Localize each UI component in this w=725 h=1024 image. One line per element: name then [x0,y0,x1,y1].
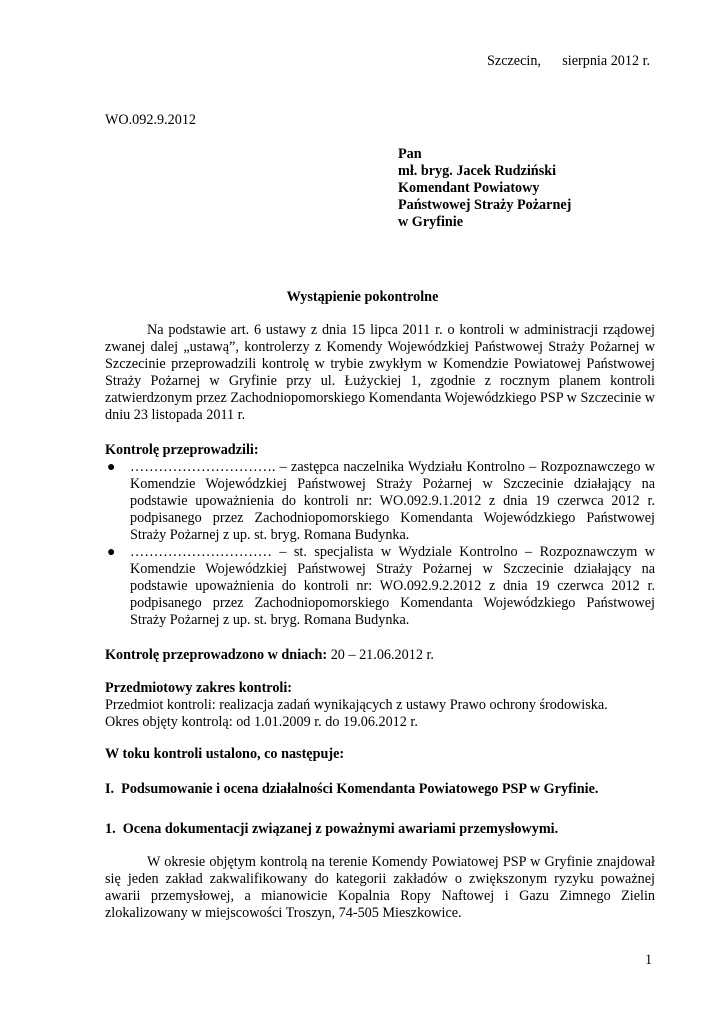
inspectors-list [105,459,655,629]
inspector-item [105,459,655,544]
document-date: Szczecin, sierpnia 2012 r. [487,53,651,69]
scope-period: Okres objęty kontrolą: od 1.01.2009 r. do 19.06.2012 r. [105,714,418,730]
bullet-icon: ● [107,545,116,560]
inspection-dates [105,647,655,664]
section-heading: I. Podsumowanie i ocena działalności Komendanta Powiatowego PSP w Gryfinie. [105,781,599,797]
reference-number: WO.092.9.2012 [105,112,197,128]
page-number: 1 [645,952,653,968]
addressee-line: Komendant Powiatowy [398,180,540,196]
addressee-line: w Gryfinie [398,214,464,230]
addressee-line: Pan [398,146,422,162]
inspector-text: …………………………. – zastępca naczelnika Wydziału Kontrolno – Rozpoznawczego w Komendzie Wojewódzkiej Państwowej Straży Pożarnej w Szczecinie działający na podstawie upoważnienia do kontroli nr: WO.092.9.1.2012 z dnia 19 czerwca 2012 r. podpisanego przez Zachodniopomorskiego Komendanta Wojewódzkiego Państwowej Straży Pożarnej z up. st. bryg. Romana Budynka. [130,459,655,543]
inspector-item [105,544,655,629]
addressee-block [398,146,571,231]
inspectors-heading: Kontrolę przeprowadzili: [105,442,259,458]
intro-paragraph: Na podstawie art. 6 ustawy z dnia 15 lipca 2011 r. o kontroli w administracji rządowej zwanej dalej „ustawą”, kontrolerzy z Komendy Wojewódzkiej Państwowej Straży Pożarnej w Szczecinie przeprowadzili kontrolę w trybie zwykłym w Komendzie Powiatowej Państwowej Straży Pożarnej w Gryfinie przy ul. Łużyckiej 1, zgodnie z rocznym planem kontroli zatwierdzonym przez Zachodniopomorskiego Komendanta Wojewódzkiego PSP w Szczecinie w dniu 23 listopada 2011 r. [105,322,655,423]
findings-heading: W toku kontroli ustalono, co następuje: [105,746,345,762]
bullet-icon: ● [107,460,116,475]
addressee-line: Państwowej Straży Pożarnej [398,197,572,213]
dates-value: 20 – 21.06.2012 r. [327,647,434,663]
inspector-text: ………………………… – st. specjalista w Wydziale Kontrolno – Rozpoznawczym w Komendzie Wojewódzkiej Państwowej Straży Pożarnej w Szczecinie działający na podstawie upoważnienia do kontroli nr: WO.092.9.2.2012 z dnia 19 czerwca 2012 r. podpisanego przez Zachodniopomorskiego Komendanta Wojewódzkiego Państwowej Straży Pożarnej z up. st. bryg. Romana Budynka. [130,544,655,628]
dates-label: Kontrolę przeprowadzono w dniach: [105,647,328,663]
addressee-line: mł. bryg. Jacek Rudziński [398,163,557,179]
body-paragraph: W okresie objętym kontrolą na terenie Komendy Powiatowej PSP w Gryfinie znajdował się jeden zakład zakwalifikowany do kategorii zakładów o zwiększonym ryzyku poważnej awarii przemysłowej, a mianowicie Kopalnia Ropy Naftowej i Gazu Zimnego Zielin zlokalizowany w miejscowości Troszyn, 74-505 Mieszkowice. [105,854,655,921]
scope-subject: Przedmiot kontroli: realizacja zadań wynikających z ustawy Prawo ochrony środowiska. [105,697,608,713]
document-title: Wystąpienie pokontrolne [286,289,439,305]
subsection-heading: 1. Ocena dokumentacji związanej z poważnymi awariami przemysłowymi. [105,821,559,837]
scope-heading: Przedmiotowy zakres kontroli: [105,680,293,696]
